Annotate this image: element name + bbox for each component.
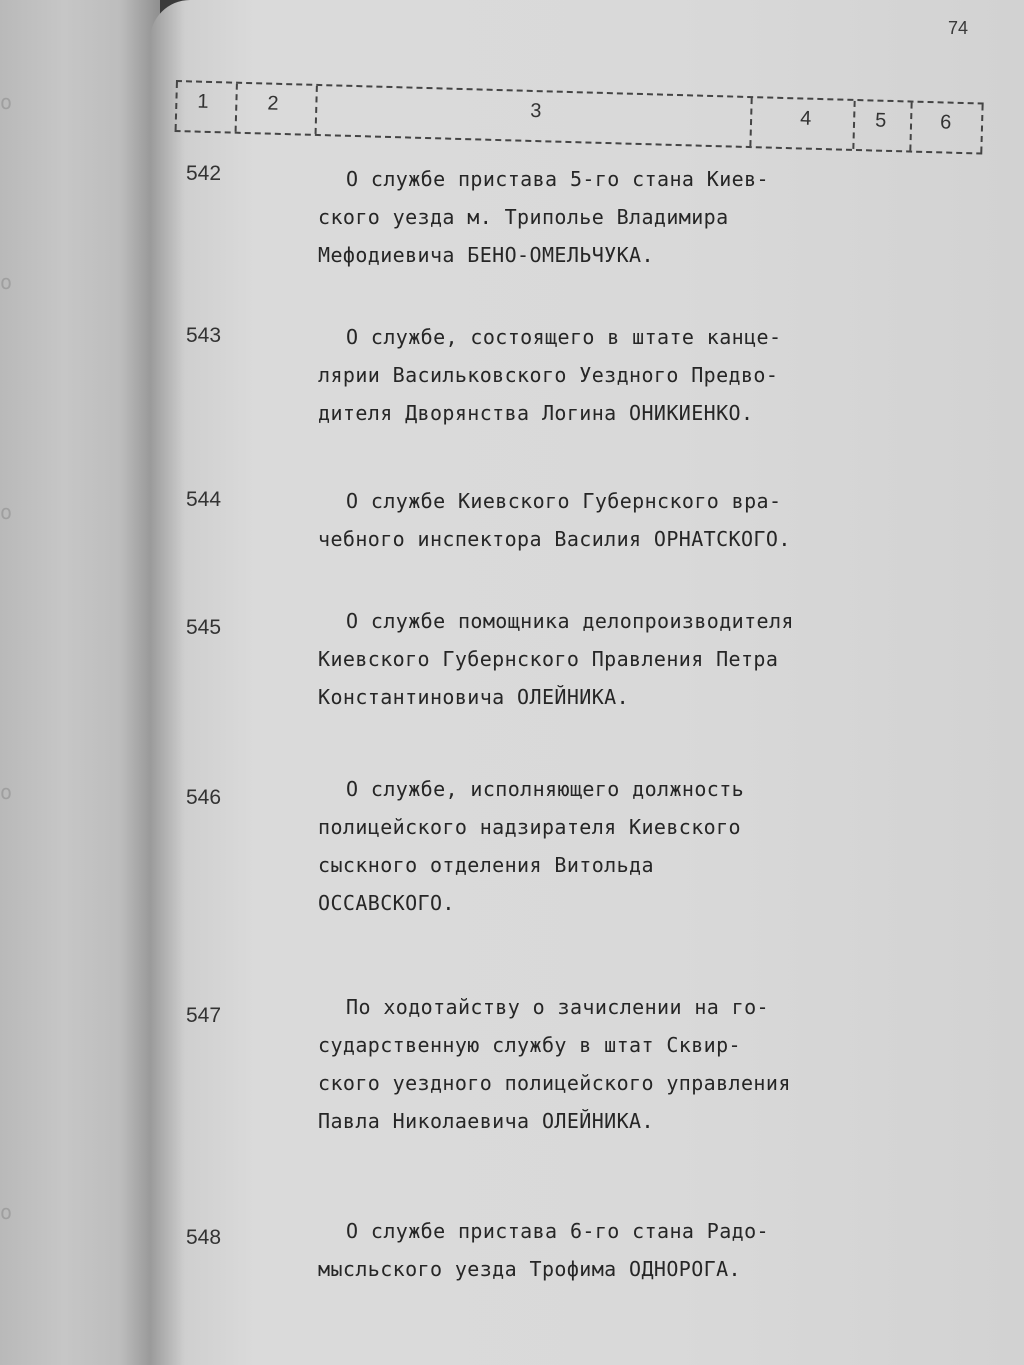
entry-text-line: ОССАВСКОГО.	[318, 891, 455, 915]
entry-number: 547	[186, 1004, 222, 1027]
column-label: 5	[874, 109, 887, 132]
entry-text-line: сударственную службу в штат Сквир-	[318, 1033, 741, 1057]
entry-text-line: сыскного отделения Витольда	[318, 853, 654, 877]
column-label: 2	[267, 92, 279, 115]
table-header-bottom-border	[175, 130, 983, 155]
entry-text-line: О службе Киевского Губернского вра-	[346, 489, 782, 513]
entry-text-line: О службе, состоящего в штате канце-	[346, 325, 782, 349]
entry-text-line: полицейского надзирателя Киевского	[318, 815, 741, 839]
entry-number: 548	[186, 1226, 222, 1249]
entry-number: 543	[186, 324, 222, 347]
entry-text-line: О службе пристава 5-го стана Киев-	[346, 167, 769, 191]
column-label: 4	[799, 107, 812, 130]
entry-number: 546	[186, 786, 222, 809]
entry-number: 542	[186, 162, 222, 185]
entry-number: 544	[186, 488, 222, 511]
entry-text-line: дителя Дворянства Логина ОНИКИЕНКО.	[318, 401, 754, 425]
entry-text-line: Константиновича ОЛЕЙНИКА.	[318, 685, 630, 709]
entry-text-line: По ходотайству о зачислении на го-	[346, 995, 769, 1019]
column-label: 6	[939, 111, 952, 134]
column-label: 1	[197, 90, 209, 113]
entry-text-line: ского уезда м. Триполье Владимира	[318, 205, 729, 229]
entry-text-line: Киевского Губернского Правления Петра	[318, 647, 779, 671]
entry-text-line: ского уездного полицейского управления	[318, 1071, 791, 1095]
entry-text-line: О службе помощника делопроизводителя	[346, 609, 794, 633]
entry-text-line: мысльского уезда Трофима ОДНОРОГА.	[318, 1257, 741, 1281]
left-page-edge: о о о о о	[0, 0, 160, 1365]
entry-text-line: О службе пристава 6-го стана Радо-	[346, 1219, 769, 1243]
entry-text-line: лярии Васильковского Уездного Предво-	[318, 363, 779, 387]
entry-number: 545	[186, 616, 222, 639]
entry-text-line: Павла Николаевича ОЛЕЙНИКА.	[318, 1109, 654, 1133]
entry-text-line: чебного инспектора Василия ОРНАТСКОГО.	[318, 527, 791, 551]
page-number: 74	[947, 18, 968, 38]
entry-text-line: О службе, исполняющего должность	[346, 777, 745, 801]
column-label: 3	[529, 99, 542, 123]
entry-text-line: Мефодиевича БЕНО-ОМЕЛЬЧУКА.	[318, 243, 654, 267]
